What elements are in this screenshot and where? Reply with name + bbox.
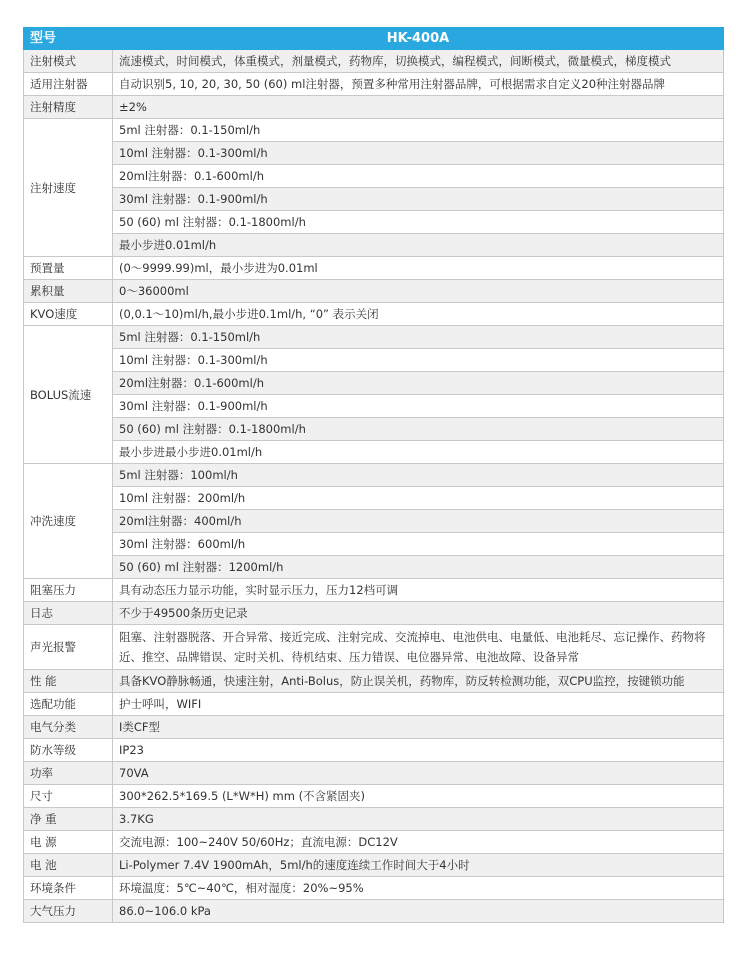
spec-row [24,188,724,211]
spec-row [24,165,724,188]
spec-value: I类CF型 [113,716,724,739]
spec-row [24,831,724,854]
spec-value: 20ml注射器：400ml/h [113,510,724,533]
spec-label: 电气分类 [24,716,113,739]
spec-row [24,877,724,900]
spec-row [24,900,724,923]
spec-value: 具备KVO静脉畅通，快速注射，Anti-Bolus，防止误关机，药物库，防反转检测功能，双CPU监控，按键锁功能 [113,670,724,693]
spec-label: 选配功能 [24,693,113,716]
spec-row [24,372,724,395]
spec-label: 环境条件 [24,877,113,900]
spec-label: 电 池 [24,854,113,877]
spec-value: 阻塞、注射器脱落、开合异常、接近完成、注射完成、交流掉电、电池供电、电量低、电池耗尽、忘记操作、药物将近、推空、品牌错误、定时关机、待机结束、压力错误、电位器异常、电池故障、设备异常 [113,625,724,670]
spec-value: 20ml注射器：0.1-600ml/h [113,165,724,188]
spec-row [24,464,724,487]
spec-label: 注射模式 [24,50,113,73]
spec-label: 累积量 [24,280,113,303]
spec-label: 声光报警 [24,625,113,670]
spec-value: 10ml 注射器：200ml/h [113,487,724,510]
spec-label: 大气压力 [24,900,113,923]
spec-label: 注射速度 [24,119,113,257]
spec-label: 适用注射器 [24,73,113,96]
spec-value: 最小步进0.01ml/h [113,234,724,257]
spec-table [23,27,724,923]
spec-value: 5ml 注射器：100ml/h [113,464,724,487]
spec-value: 86.0~106.0 kPa [113,900,724,923]
spec-row [24,625,724,670]
spec-value: 70VA [113,762,724,785]
spec-label: 性 能 [24,670,113,693]
spec-value: 5ml 注射器：0.1-150ml/h [113,119,724,142]
spec-row [24,808,724,831]
spec-value: 3.7KG [113,808,724,831]
spec-row [24,326,724,349]
spec-row [24,73,724,96]
spec-row [24,142,724,165]
spec-label: 电 源 [24,831,113,854]
spec-label: 日志 [24,602,113,625]
spec-label: 功率 [24,762,113,785]
spec-row [24,257,724,280]
spec-value: 环境温度：5℃~40℃，相对湿度：20%~95% [113,877,724,900]
spec-row [24,50,724,73]
spec-label: 净 重 [24,808,113,831]
spec-value: 0～36000ml [113,280,724,303]
spec-row [24,280,724,303]
spec-value: 流速模式，时间模式，体重模式，剂量模式，药物库，切换模式，编程模式，间断模式，微量模式，梯度模式 [113,50,724,73]
spec-value: 20ml注射器：0.1-600ml/h [113,372,724,395]
spec-value: 30ml 注射器：0.1-900ml/h [113,395,724,418]
spec-label: 预置量 [24,257,113,280]
spec-label: 防水等级 [24,739,113,762]
spec-row [24,349,724,372]
spec-row [24,211,724,234]
spec-value: IP23 [113,739,724,762]
spec-value: 50 (60) ml 注射器：1200ml/h [113,556,724,579]
spec-value: 最小步进最小步进0.01ml/h [113,441,724,464]
spec-label: 阻塞压力 [24,579,113,602]
spec-table-body [24,28,724,923]
spec-label: 注射精度 [24,96,113,119]
spec-row [24,119,724,142]
spec-row [24,303,724,326]
spec-row [24,418,724,441]
spec-value: 10ml 注射器：0.1-300ml/h [113,142,724,165]
model-name: HK-400A [113,28,724,50]
spec-row [24,716,724,739]
spec-value: (0,0.1～10)ml/h,最小步进0.1ml/h, “0” 表示关闭 [113,303,724,326]
spec-value: 具有动态压力显示功能，实时显示压力，压力12档可调 [113,579,724,602]
spec-row [24,441,724,464]
spec-row [24,533,724,556]
spec-value: 不少于49500条历史记录 [113,602,724,625]
spec-value: 5ml 注射器：0.1-150ml/h [113,326,724,349]
spec-row [24,556,724,579]
header-row [24,28,724,50]
spec-value: 护士呼叫，WIFI [113,693,724,716]
spec-value: ±2% [113,96,724,119]
spec-value: (0～9999.99)ml，最小步进为0.01ml [113,257,724,280]
spec-value: 30ml 注射器：0.1-900ml/h [113,188,724,211]
spec-value: 交流电源：100~240V 50/60Hz；直流电源：DC12V [113,831,724,854]
spec-row [24,234,724,257]
spec-label: 冲洗速度 [24,464,113,579]
spec-label: 尺寸 [24,785,113,808]
spec-value: 300*262.5*169.5 (L*W*H) mm (不含紧固夹) [113,785,724,808]
spec-value: 自动识别5, 10, 20, 30, 50 (60) ml注射器，预置多种常用注射器品牌，可根据需求自定义20种注射器品牌 [113,73,724,96]
spec-value: 10ml 注射器：0.1-300ml/h [113,349,724,372]
spec-row [24,670,724,693]
spec-row [24,693,724,716]
spec-row [24,579,724,602]
spec-row [24,785,724,808]
spec-label: KVO速度 [24,303,113,326]
spec-row [24,96,724,119]
spec-row [24,854,724,877]
spec-value: Li-Polymer 7.4V 1900mAh，5ml/h的速度连续工作时间大于4小时 [113,854,724,877]
spec-row [24,510,724,533]
spec-row [24,739,724,762]
spec-row [24,602,724,625]
spec-row [24,395,724,418]
spec-value: 30ml 注射器：600ml/h [113,533,724,556]
spec-label: BOLUS流速 [24,326,113,464]
spec-value: 50 (60) ml 注射器：0.1-1800ml/h [113,418,724,441]
spec-row [24,762,724,785]
spec-row [24,487,724,510]
header-label: 型号 [24,28,113,50]
spec-value: 50 (60) ml 注射器：0.1-1800ml/h [113,211,724,234]
